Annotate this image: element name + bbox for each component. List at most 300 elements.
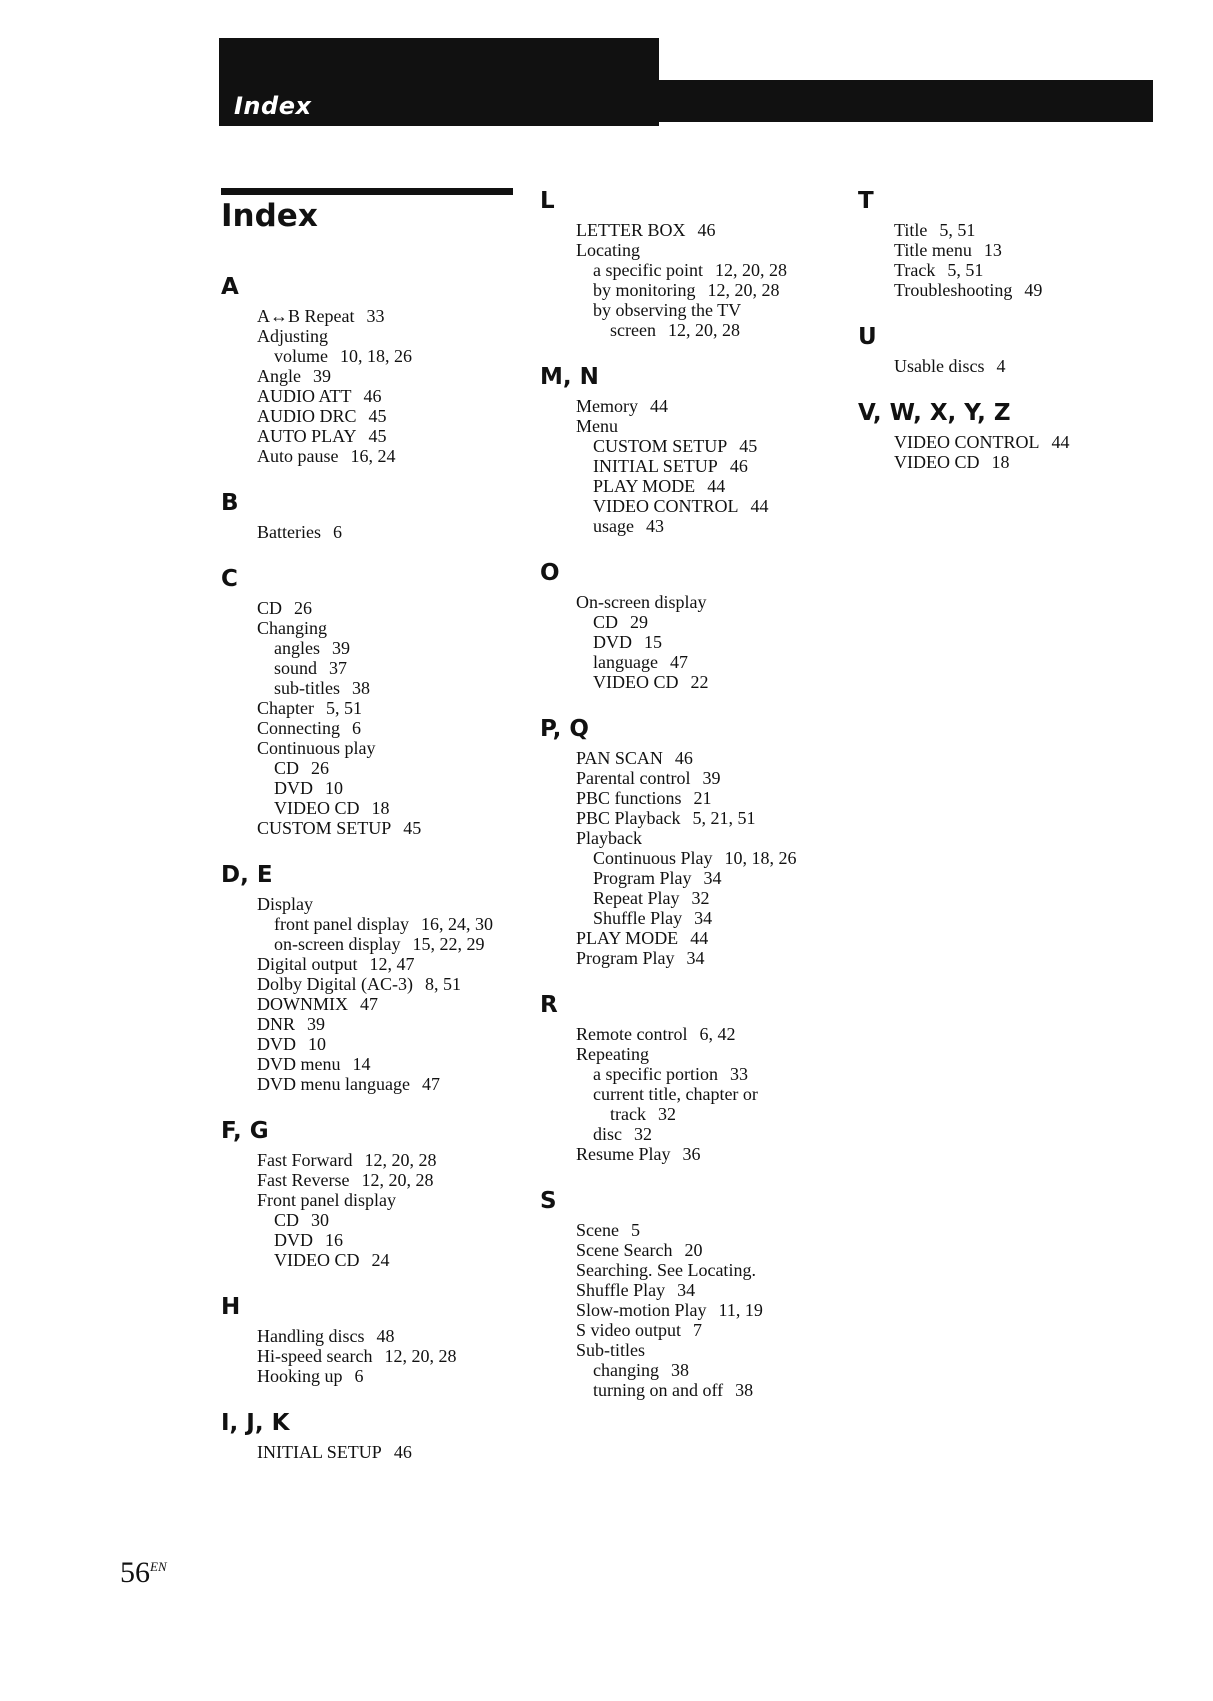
entry-pages: 39	[702, 768, 721, 788]
entry-pages: 49	[1024, 280, 1043, 300]
entry-term: Shuffle Play	[576, 1280, 666, 1300]
entry-term: Dolby Digital (AC-3)	[257, 974, 413, 994]
index-entry	[221, 758, 521, 778]
entry-term: LETTER BOX	[576, 220, 686, 240]
index-entry	[540, 632, 840, 652]
section-letter: F, G	[221, 1118, 269, 1144]
header-title: Index	[234, 92, 312, 120]
entry-term: Title	[894, 220, 928, 240]
index-section	[221, 564, 521, 838]
entry-pages: 44	[690, 928, 709, 948]
entry-term: VIDEO CD	[894, 452, 980, 472]
entry-term: Connecting	[257, 718, 340, 738]
entry-term: Remote control	[576, 1024, 688, 1044]
entry-pages: 6	[354, 1366, 364, 1386]
index-entry	[858, 220, 1158, 240]
entry-pages: 47	[669, 652, 688, 672]
index-entry	[221, 1170, 521, 1190]
entry-pages: 5, 21, 51	[692, 808, 756, 828]
entry-pages: 46	[729, 456, 748, 476]
entry-pages: 30	[311, 1210, 330, 1230]
entry-term: Program Play	[576, 948, 675, 968]
index-entry	[540, 592, 840, 612]
index-entry	[540, 652, 840, 672]
index-entry	[858, 280, 1158, 300]
entry-pages: 39	[313, 366, 331, 386]
entry-pages: 39	[307, 1014, 326, 1034]
entry-pages: 32	[657, 1104, 676, 1124]
index-entry	[221, 1366, 521, 1386]
entry-term: Changing	[257, 618, 327, 638]
entry-term: INITIAL SETUP	[593, 456, 718, 476]
entry-pages: 10	[308, 1034, 326, 1054]
section-letter: U	[858, 324, 877, 350]
entry-term: usage	[593, 516, 634, 536]
entry-term: CD	[257, 598, 283, 618]
index-entry	[221, 426, 521, 446]
title-rule	[221, 188, 513, 195]
entry-term: Chapter	[257, 698, 314, 718]
index-entry	[221, 718, 521, 738]
entry-term: DVD menu	[257, 1054, 341, 1074]
entry-term: front panel display	[274, 914, 409, 934]
index-entry	[221, 974, 521, 994]
entry-pages: 15	[644, 632, 662, 652]
index-entry	[221, 306, 521, 326]
index-entry	[540, 1220, 840, 1240]
index-entry	[540, 1084, 840, 1104]
entry-term: DVD	[257, 1034, 296, 1054]
entry-pages: 45	[403, 818, 422, 838]
entry-pages: 12, 20, 28	[707, 280, 780, 300]
entry-term: Angle	[257, 366, 301, 386]
index-entry	[221, 1014, 521, 1034]
entry-term: Memory	[576, 396, 638, 416]
entry-pages: 21	[693, 788, 712, 808]
index-entry	[221, 994, 521, 1014]
index-entry	[858, 240, 1158, 260]
entry-pages: 12, 20, 28	[667, 320, 740, 340]
entry-pages: 44	[707, 476, 726, 496]
entry-term: Title menu	[894, 240, 972, 260]
entry-pages: 12, 47	[369, 954, 415, 974]
index-entry	[221, 1250, 521, 1270]
entry-pages: 16	[325, 1230, 343, 1250]
index-entry	[540, 888, 840, 908]
entry-pages: 10, 18, 26	[724, 848, 797, 868]
index-entry	[540, 1064, 840, 1084]
entry-term: AUDIO DRC	[257, 406, 357, 426]
entry-term: VIDEO CD	[274, 1250, 360, 1270]
section-letter: R	[540, 992, 558, 1018]
entry-term: Continuous Play	[593, 848, 713, 868]
entry-term: on-screen display	[274, 934, 401, 954]
entry-pages: 18	[371, 798, 390, 818]
index-entry	[540, 220, 840, 240]
entry-pages: 38	[352, 678, 370, 698]
entry-pages: 34	[677, 1280, 696, 1300]
index-section	[540, 362, 840, 536]
entry-term: PBC functions	[576, 788, 682, 808]
index-entry	[221, 1210, 521, 1230]
entry-term: Slow-motion Play	[576, 1300, 707, 1320]
entry-term: Menu	[576, 416, 618, 436]
index-section	[858, 186, 1158, 300]
entry-pages: 11, 19	[718, 1300, 763, 1320]
entry-pages: 6, 42	[699, 1024, 736, 1044]
entry-term: Scene Search	[576, 1240, 673, 1260]
entry-pages: 33	[729, 1064, 748, 1084]
index-entry	[540, 320, 840, 340]
section-letter: C	[221, 566, 238, 592]
index-entry	[540, 416, 840, 436]
index-section	[221, 860, 521, 1094]
section-letter: V, W, X, Y, Z	[858, 400, 1011, 426]
entry-term: Program Play	[593, 868, 692, 888]
entry-term: Adjusting	[257, 326, 329, 346]
entry-term: CD	[274, 1210, 300, 1230]
index-section	[540, 714, 840, 968]
index-section	[540, 186, 840, 340]
entry-term: CD	[593, 612, 619, 632]
entry-pages: 20	[684, 1240, 703, 1260]
entry-term: Sub-titles	[576, 1340, 646, 1360]
entry-term: PLAY MODE	[576, 928, 679, 948]
entry-term: Hi-speed search	[257, 1346, 373, 1366]
index-entry	[540, 908, 840, 928]
page-number-value: 56	[120, 1556, 150, 1589]
entry-term: Scene	[576, 1220, 619, 1240]
entry-term: S video output	[576, 1320, 682, 1340]
index-entry	[540, 868, 840, 888]
entry-pages: 32	[634, 1124, 652, 1144]
entry-pages: 15, 22, 29	[412, 934, 485, 954]
index-entry	[540, 516, 840, 536]
index-section	[540, 990, 840, 1164]
index-entry	[540, 928, 840, 948]
entry-term: changing	[593, 1360, 659, 1380]
entry-pages: 45	[368, 426, 387, 446]
entry-term: Usable discs	[894, 356, 985, 376]
entry-term: Troubleshooting	[894, 280, 1013, 300]
section-letter: S	[540, 1188, 557, 1214]
entry-pages: 24	[371, 1250, 390, 1270]
index-entry	[221, 406, 521, 426]
index-entry	[540, 1300, 840, 1320]
entry-term: INITIAL SETUP	[257, 1442, 382, 1462]
index-entry	[221, 522, 521, 542]
entry-term: Searching. See Locating.	[576, 1260, 756, 1280]
entry-term: current title, chapter or	[593, 1084, 758, 1104]
index-entry	[221, 598, 521, 618]
entry-pages: 16, 24	[350, 446, 396, 466]
index-entry	[221, 1442, 521, 1462]
entry-term: Resume Play	[576, 1144, 671, 1164]
entry-pages: 18	[991, 452, 1010, 472]
entry-term: Handling discs	[257, 1326, 365, 1346]
index-entry	[540, 1024, 840, 1044]
entry-term: turning on and off	[593, 1380, 724, 1400]
index-entry	[540, 768, 840, 788]
index-entry	[858, 452, 1158, 472]
entry-pages: 14	[352, 1054, 371, 1074]
index-entry	[540, 240, 840, 260]
index-entry	[221, 818, 521, 838]
entry-term: Hooking up	[257, 1366, 343, 1386]
entry-pages: 4	[996, 356, 1006, 376]
entry-term: disc	[593, 1124, 622, 1144]
index-entry	[540, 396, 840, 416]
index-entry	[221, 446, 521, 466]
section-letter: L	[540, 188, 555, 214]
section-letter: M, N	[540, 364, 599, 390]
entry-term: VIDEO CONTROL	[894, 432, 1040, 452]
page-title: Index	[221, 198, 318, 234]
index-entry	[221, 1150, 521, 1170]
index-entry	[221, 326, 521, 346]
entry-term: PBC Playback	[576, 808, 681, 828]
entry-pages: 26	[294, 598, 313, 618]
entry-term: Digital output	[257, 954, 358, 974]
page-number	[120, 1556, 167, 1590]
index-entry	[540, 436, 840, 456]
index-entry	[221, 1346, 521, 1366]
entry-term: Track	[894, 260, 936, 280]
entry-pages: 46	[393, 1442, 412, 1462]
index-entry	[221, 638, 521, 658]
index-entry	[221, 738, 521, 758]
entry-term: On-screen display	[576, 592, 707, 612]
entry-term: Parental control	[576, 768, 691, 788]
entry-term: PAN SCAN	[576, 748, 663, 768]
entry-pages: 39	[331, 638, 350, 658]
section-letter: B	[221, 490, 239, 516]
page-number-suffix: EN	[150, 1559, 167, 1574]
index-entry	[540, 1380, 840, 1400]
index-entry	[540, 1340, 840, 1360]
entry-pages: 34	[694, 908, 713, 928]
entry-term: Continuous play	[257, 738, 376, 758]
entry-pages: 32	[691, 888, 710, 908]
index-entry	[221, 1190, 521, 1210]
index-entry	[221, 678, 521, 698]
index-section	[221, 488, 521, 542]
index-entry	[858, 260, 1158, 280]
index-section	[221, 272, 521, 466]
entry-term: DNR	[257, 1014, 296, 1034]
entry-pages: 10	[325, 778, 343, 798]
entry-pages: 22	[690, 672, 709, 692]
section-letter: T	[858, 188, 874, 214]
index-entry	[858, 432, 1158, 452]
entry-term: Repeating	[576, 1044, 649, 1064]
index-entry	[540, 300, 840, 320]
index-entry	[540, 1240, 840, 1260]
index-entry	[221, 346, 521, 366]
index-section	[540, 1186, 840, 1400]
entry-term: track	[610, 1104, 646, 1124]
entry-term: Front panel display	[257, 1190, 396, 1210]
entry-pages: 5	[630, 1220, 640, 1240]
index-entry	[221, 798, 521, 818]
entry-pages: 46	[697, 220, 716, 240]
section-letter: I, J, K	[221, 1410, 290, 1436]
entry-pages: 12, 20, 28	[384, 1346, 457, 1366]
entry-term: DVD	[274, 1230, 313, 1250]
entry-term: Playback	[576, 828, 642, 848]
entry-term: CD	[274, 758, 300, 778]
index-entry	[540, 948, 840, 968]
entry-term: screen	[610, 320, 656, 340]
entry-pages: 33	[366, 306, 385, 326]
entry-term: DVD	[274, 778, 313, 798]
index-entry	[540, 748, 840, 768]
entry-term: language	[593, 652, 658, 672]
entry-pages: 12, 20, 28	[714, 260, 787, 280]
entry-term: sub-titles	[274, 678, 340, 698]
index-entry	[221, 1074, 521, 1094]
entry-term: Display	[257, 894, 313, 914]
entry-pages: 36	[682, 1144, 701, 1164]
index-entry	[540, 1280, 840, 1300]
entry-pages: 29	[630, 612, 649, 632]
index-column-1	[221, 272, 521, 1484]
entry-pages: 16, 24, 30	[420, 914, 493, 934]
index-entry	[221, 934, 521, 954]
entry-pages: 34	[703, 868, 722, 888]
entry-term: AUDIO ATT	[257, 386, 352, 406]
index-entry	[540, 476, 840, 496]
index-entry	[221, 778, 521, 798]
entry-pages: 12, 20, 28	[364, 1150, 437, 1170]
section-letter: P, Q	[540, 716, 589, 742]
entry-term: a specific point	[593, 260, 703, 280]
entry-term: Shuffle Play	[593, 908, 683, 928]
index-entry	[540, 612, 840, 632]
entry-term: by monitoring	[593, 280, 696, 300]
entry-term: Fast Forward	[257, 1150, 353, 1170]
index-entry	[540, 808, 840, 828]
index-entry	[221, 954, 521, 974]
index-entry	[540, 672, 840, 692]
index-entry	[221, 386, 521, 406]
entry-pages: 38	[670, 1360, 689, 1380]
entry-term: CUSTOM SETUP	[593, 436, 728, 456]
index-entry	[540, 848, 840, 868]
section-letter: A	[221, 274, 239, 300]
entry-pages: 48	[376, 1326, 395, 1346]
index-entry	[540, 788, 840, 808]
entry-term: Locating	[576, 240, 640, 260]
entry-term: volume	[274, 346, 328, 366]
index-entry	[540, 1104, 840, 1124]
entry-term: DVD menu language	[257, 1074, 410, 1094]
entry-term: DOWNMIX	[257, 994, 348, 1014]
index-section	[858, 322, 1158, 376]
index-entry	[540, 1360, 840, 1380]
index-entry	[221, 366, 521, 386]
index-entry	[540, 1044, 840, 1064]
entry-pages: 44	[650, 396, 668, 416]
entry-term: Repeat Play	[593, 888, 680, 908]
index-entry	[221, 894, 521, 914]
section-letter: D, E	[221, 862, 273, 888]
index-entry	[221, 658, 521, 678]
entry-pages: 44	[1051, 432, 1070, 452]
index-entry	[858, 356, 1158, 376]
header-bar	[219, 80, 1153, 122]
entry-term: a specific portion	[593, 1064, 718, 1084]
entry-pages: 46	[674, 748, 693, 768]
entry-pages: 38	[735, 1380, 754, 1400]
entry-pages: 7	[693, 1320, 703, 1340]
entry-pages: 45	[368, 406, 387, 426]
index-entry	[540, 1144, 840, 1164]
entry-pages: 46	[363, 386, 382, 406]
entry-pages: 44	[750, 496, 769, 516]
entry-term: by observing the TV	[593, 300, 742, 320]
index-section	[221, 1408, 521, 1462]
index-entry	[221, 1054, 521, 1074]
index-entry	[540, 260, 840, 280]
index-section	[540, 558, 840, 692]
index-section	[221, 1116, 521, 1270]
entry-pages: 12, 20, 28	[361, 1170, 434, 1190]
entry-term: VIDEO CD	[274, 798, 360, 818]
entry-term: PLAY MODE	[593, 476, 696, 496]
entry-pages: 45	[739, 436, 758, 456]
entry-pages: 13	[983, 240, 1002, 260]
index-entry	[221, 1230, 521, 1250]
index-entry	[540, 1124, 840, 1144]
entry-pages: 37	[329, 658, 348, 678]
entry-pages: 43	[645, 516, 664, 536]
index-column-3	[858, 186, 1158, 494]
index-section	[221, 1292, 521, 1386]
index-entry	[221, 1326, 521, 1346]
index-entry	[540, 1320, 840, 1340]
index-entry	[540, 456, 840, 476]
index-entry	[221, 1034, 521, 1054]
entry-term: A↔B Repeat	[257, 306, 355, 326]
entry-pages: 47	[359, 994, 378, 1014]
entry-pages: 5, 51	[939, 220, 976, 240]
entry-term: VIDEO CD	[593, 672, 679, 692]
entry-term: Batteries	[257, 522, 321, 542]
entry-term: angles	[274, 638, 320, 658]
entry-pages: 5, 51	[947, 260, 984, 280]
section-letter: O	[540, 560, 560, 586]
entry-pages: 47	[421, 1074, 440, 1094]
index-entry	[540, 280, 840, 300]
entry-term: CUSTOM SETUP	[257, 818, 392, 838]
index-section	[858, 398, 1158, 472]
index-column-2	[540, 186, 840, 1422]
index-entry	[221, 698, 521, 718]
entry-term: Auto pause	[257, 446, 339, 466]
entry-pages: 8, 51	[424, 974, 461, 994]
entry-pages: 5, 51	[325, 698, 362, 718]
entry-pages: 6	[332, 522, 342, 542]
index-entry	[540, 828, 840, 848]
entry-term: Fast Reverse	[257, 1170, 350, 1190]
entry-pages: 10, 18, 26	[340, 346, 412, 366]
entry-pages: 34	[686, 948, 705, 968]
entry-pages: 26	[311, 758, 330, 778]
entry-term: VIDEO CONTROL	[593, 496, 739, 516]
entry-term: sound	[274, 658, 318, 678]
index-entry	[540, 1260, 840, 1280]
